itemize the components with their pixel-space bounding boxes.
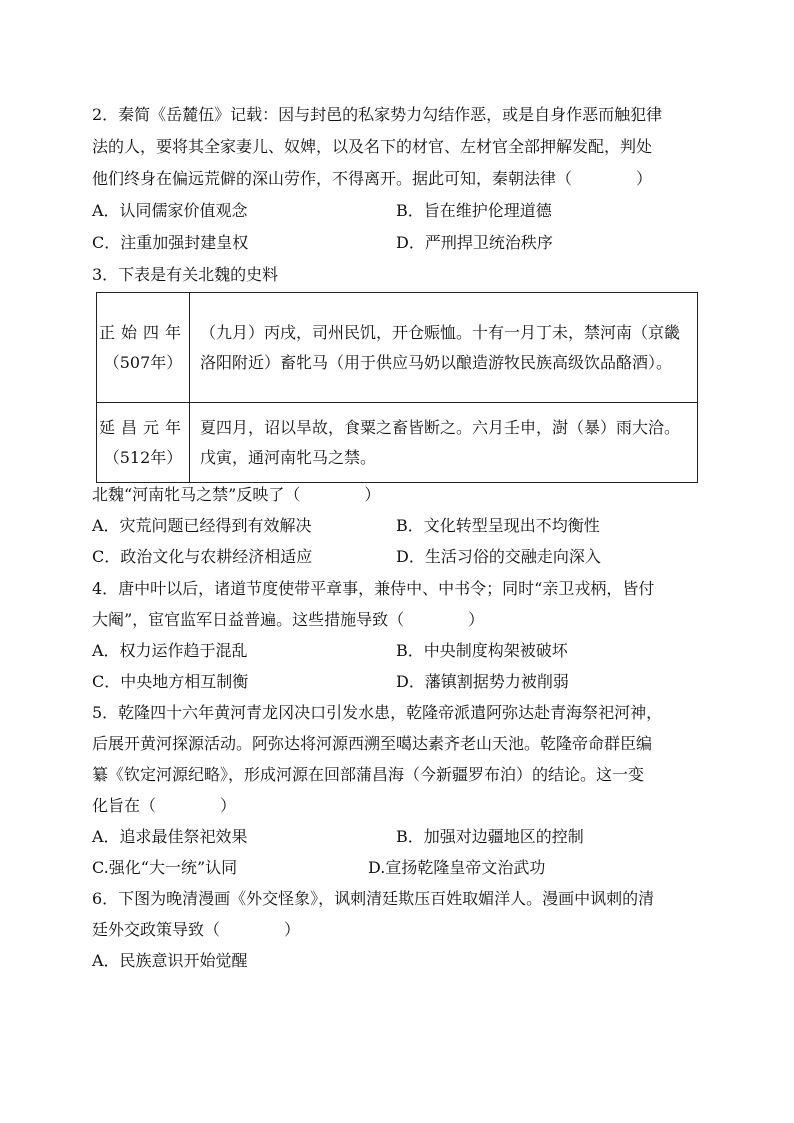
question-5-stem-line: 5．乾隆四十六年黄河青龙冈决口引发水患，乾隆帝派遣阿弥达赴青海祭祀河神，	[92, 703, 663, 722]
question-4-option-c: C．中央地方相互制衡	[92, 672, 249, 691]
question-5-stem-line: 后展开黄河探源活动。阿弥达将河源西溯至噶达素齐老山天池。乾隆帝命群臣编	[92, 734, 653, 753]
question-2-stem-line: 他们终身在偏远荒僻的深山劳作，不得离开。据此可知，秦朝法律（ ）	[92, 169, 653, 188]
question-3-option-c: C．政治文化与农耕经济相适应	[92, 547, 313, 566]
table-text-cell: （九月）丙戌，司州民饥，开仓赈恤。十有一月丁未，禁河南（京畿洛阳附近）畜牝马（用于供应马奶以酿造游牧民族高级饮品酪酒）。	[190, 293, 698, 403]
table-row	[97, 403, 698, 483]
table-row	[97, 293, 698, 403]
question-2-option-b: B．旨在维护伦理道德	[396, 201, 552, 220]
question-5-option-a: A．追求最佳祭祀效果	[92, 827, 248, 846]
question-6-stem-line: 6．下图为晚清漫画《外交怪象》，讽刺清廷欺压百姓取媚洋人。漫画中讽刺的清	[92, 889, 655, 908]
question-5-stem-line: 纂《钦定河源纪略》，形成河源在回部蒲昌海（今新疆罗布泊）的结论。这一变	[92, 765, 645, 784]
question-3-stem: 3．下表是有关北魏的史料	[92, 265, 279, 284]
question-3-option-a: A．灾荒问题已经得到有效解决	[92, 516, 312, 535]
question-2-option-d: D．严刑捍卫统治秩序	[396, 233, 553, 252]
source-table	[96, 292, 698, 483]
question-3-option-b: B．文化转型呈现出不均衡性	[396, 516, 600, 535]
table-year-cell	[97, 403, 190, 483]
question-6-option-a: A．民族意识开始觉醒	[92, 951, 248, 970]
question-4-option-b: B．中央制度构架被破坏	[396, 641, 568, 660]
question-2-option-a: A．认同儒家价值观念	[92, 201, 248, 220]
question-5-option-b: B．加强对边疆地区的控制	[396, 827, 584, 846]
question-2-stem-line: 2．秦简《岳麓伍》记载：因与封邑的私家势力勾结作恶，或是自身作恶而触犯律	[92, 105, 663, 124]
question-4-option-a: A．权力运作趋于混乱	[92, 641, 248, 660]
year-note: （507年）	[103, 352, 183, 372]
question-4-stem-line: 4．唐中叶以后，诸道节度使带平章事，兼侍中、中书令；同时“亲卫戎柄，皆付	[92, 579, 655, 598]
question-3-question: 北魏“河南牝马之禁”反映了（ ）	[92, 485, 381, 504]
question-3-option-d: D．生活习俗的交融走向深入	[396, 547, 601, 566]
question-5-option-d: D.宣扬乾隆皇帝文治武功	[368, 858, 546, 877]
question-2-stem-line: 法的人，要将其全家妻儿、奴婢，以及名下的材官、左材官全部押解发配，判处	[92, 137, 653, 156]
question-6-stem-line: 廷外交政策导致（ ）	[92, 920, 301, 939]
question-4-stem-line: 大阉”，宦官监军日益普遍。这些措施导致（ ）	[92, 610, 485, 629]
table-year-cell	[97, 293, 190, 403]
question-5-option-c: C.强化“大一统”认同	[92, 858, 238, 877]
year-name: 延昌元年	[98, 417, 187, 437]
year-note: （512年）	[103, 447, 183, 467]
question-5-stem-line: 化旨在（ ）	[92, 796, 237, 815]
question-4-option-d: D．藩镇割据势力被削弱	[396, 672, 569, 691]
year-name: 正始四年	[98, 322, 187, 342]
table-text-cell: 夏四月，诏以旱故，食粟之畜皆断之。六月壬申，澍（暴）雨大洽。戊寅，通河南牝马之禁。	[190, 403, 698, 483]
question-2-option-c: C．注重加强封建皇权	[92, 233, 249, 252]
